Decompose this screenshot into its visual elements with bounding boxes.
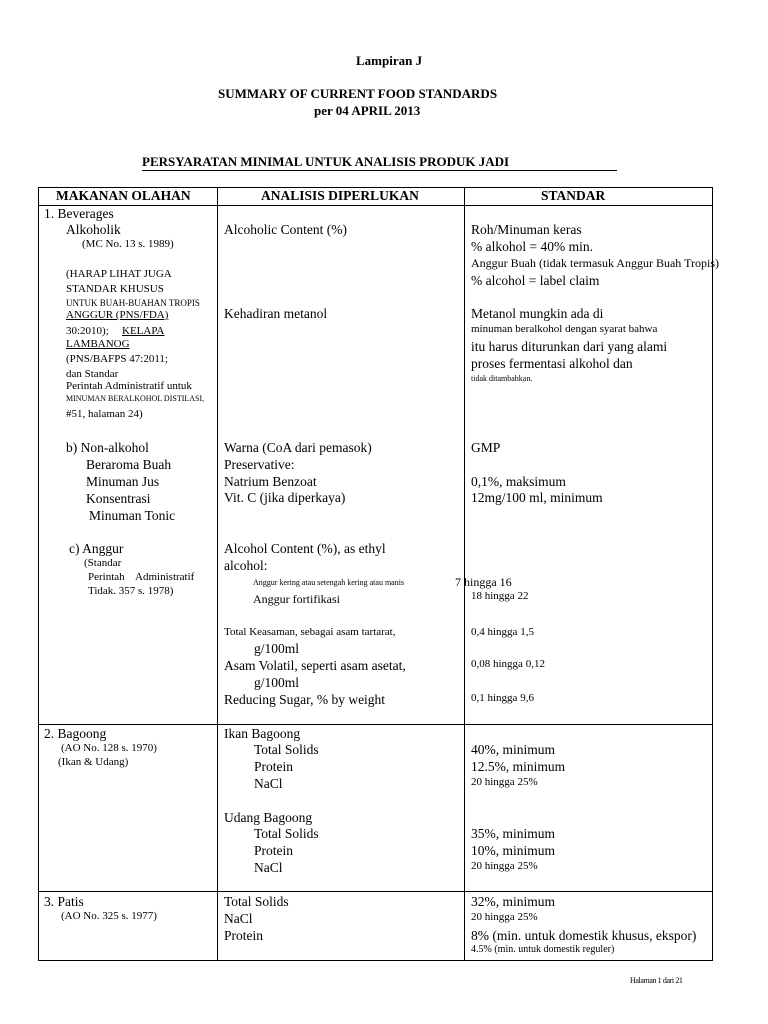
standard-item: 12mg/100 ml, minimum <box>471 490 603 505</box>
analysis-item: Anggur fortifikasi <box>253 592 340 606</box>
section-subtitle: PERSYARATAN MINIMAL UNTUK ANALISIS PRODUK JADI <box>142 154 617 171</box>
standard-item: % alkohol = 40% min. <box>471 239 593 254</box>
standard-item: % alcohol = label claim <box>471 273 600 288</box>
standard-item: itu harus diturunkan dari yang alami <box>471 339 668 354</box>
note-line: LAMBANOG <box>66 338 130 350</box>
standard-item: 32%, minimum <box>471 894 555 909</box>
standard-item: Roh/Minuman keras <box>471 222 582 237</box>
category-title: 3. Patis <box>44 894 84 909</box>
standard-item: 20 hingga 25% <box>471 911 538 923</box>
appendix-label: Lampiran J <box>356 53 423 68</box>
analysis-item: Total Keasaman, sebagai asam tartarat, <box>224 626 396 638</box>
column-header: STANDAR <box>541 188 606 203</box>
analysis-item: Protein <box>254 843 293 858</box>
reference-text: (MC No. 13 s. 1989) <box>82 238 174 250</box>
subcategory-label: Alkoholik <box>66 222 121 237</box>
standard-item: Metanol mungkin ada di <box>471 306 604 321</box>
table-border-bottom <box>38 960 713 961</box>
analysis-item: Asam Volatil, seperti asam asetat, <box>224 658 406 673</box>
standard-item: tidak ditambahkan. <box>471 374 533 383</box>
subcategory-label: b) Non-alkohol <box>66 440 149 455</box>
column-header: MAKANAN OLAHAN <box>56 188 191 203</box>
table-border-left <box>38 187 39 961</box>
note-line: 30:2010); <box>66 325 109 337</box>
standard-item: 20 hingga 25% <box>471 776 538 788</box>
analysis-item: g/100ml <box>254 641 300 656</box>
standard-item: 40%, minimum <box>471 742 555 757</box>
table-border-right <box>712 187 713 961</box>
table-col-divider <box>217 187 218 961</box>
analysis-item: Anggur kering atau setengah kering atau manis <box>253 578 405 587</box>
reference-text: Tidak. 357 s. 1978) <box>88 585 174 597</box>
note-line: KELAPA <box>122 325 165 337</box>
standard-item: 0,1 hingga 9,6 <box>471 692 534 704</box>
reference-text: (Standar <box>84 557 122 569</box>
analysis-item: Total Solids <box>254 826 319 841</box>
subcategory-label: c) Anggur <box>69 541 124 556</box>
analysis-item: Kehadiran metanol <box>224 306 328 321</box>
analysis-item: g/100ml <box>254 675 300 690</box>
standard-item: 12.5%, minimum <box>471 759 566 774</box>
analysis-item: Ikan Bagoong <box>224 726 301 741</box>
analysis-item: Preservative: <box>224 457 295 472</box>
note-line: (HARAP LIHAT JUGA <box>66 268 172 280</box>
standard-item: 4.5% (min. untuk domestik reguler) <box>471 944 615 955</box>
note-line: #51, halaman 24) <box>66 408 143 420</box>
standard-item: 18 hingga 22 <box>471 590 529 602</box>
analysis-item: Warna (CoA dari pemasok) <box>224 440 372 455</box>
product-item: Minuman Jus <box>86 474 160 489</box>
category-title: 1. Beverages <box>44 206 114 221</box>
standard-item: 10%, minimum <box>471 843 555 858</box>
reference-text: (AO No. 325 s. 1977) <box>61 910 157 922</box>
document-title: SUMMARY OF CURRENT FOOD STANDARDS <box>218 86 498 101</box>
note-line: (PNS/BAFPS 47:2011; <box>66 353 168 365</box>
table-row-divider <box>38 891 713 892</box>
column-header: ANALISIS DIPERLUKAN <box>261 188 419 203</box>
analysis-item: NaCl <box>224 911 253 926</box>
standard-item: 8% (min. untuk domestik khusus, ekspor) <box>471 928 697 943</box>
analysis-item: Natrium Benzoat <box>224 474 317 489</box>
standard-item: Anggur Buah (tidak termasuk Anggur Buah Tropis) <box>471 256 719 270</box>
analysis-item: NaCl <box>254 776 283 791</box>
note-line: dan Standar <box>66 368 119 380</box>
standard-item: 7 hingga 16 <box>455 575 512 589</box>
analysis-item: Alcohol Content (%), as ethyl <box>224 541 386 556</box>
document-date: per 04 APRIL 2013 <box>314 103 421 118</box>
note-line: MINUMAN BERALKOHOL DISTILASI, <box>66 394 205 403</box>
note-line: STANDAR KHUSUS <box>66 283 164 295</box>
table-row-divider <box>38 724 713 725</box>
standard-item: 0,4 hingga 1,5 <box>471 626 534 638</box>
table-col-divider <box>464 187 465 961</box>
standard-item: GMP <box>471 440 501 455</box>
product-item: Minuman Tonic <box>89 508 176 523</box>
reference-text: (AO No. 128 s. 1970) <box>61 742 157 754</box>
analysis-item: Protein <box>254 759 293 774</box>
standard-item: 0,08 hingga 0,12 <box>471 658 545 670</box>
note-line: Perintah Administratif untuk <box>66 380 192 392</box>
standard-item: 35%, minimum <box>471 826 555 841</box>
analysis-item: Vit. C (jika diperkaya) <box>224 490 346 505</box>
analysis-item: Udang Bagoong <box>224 810 313 825</box>
analysis-item: Total Solids <box>254 742 319 757</box>
analysis-item: Total Solids <box>224 894 289 909</box>
standard-item: minuman beralkohol dengan syarat bahwa <box>471 323 658 335</box>
analysis-item: Protein <box>224 928 263 943</box>
page-number: Halaman 1 dari 21 <box>630 976 683 985</box>
note-line: UNTUK BUAH-BUAHAN TROPIS <box>66 298 200 308</box>
note-line: ANGGUR (PNS/FDA) <box>66 309 169 321</box>
standard-item: proses fermentasi alkohol dan <box>471 356 633 371</box>
analysis-item: Alcoholic Content (%) <box>224 222 347 237</box>
reference-text: Perintah Administratif <box>88 571 195 583</box>
analysis-item: NaCl <box>254 860 283 875</box>
standard-item: 0,1%, maksimum <box>471 474 566 489</box>
product-item: Beraroma Buah <box>86 457 172 472</box>
table-header-divider <box>38 205 713 206</box>
reference-text: (Ikan & Udang) <box>58 756 129 768</box>
analysis-item: alcohol: <box>224 558 268 573</box>
product-item: Konsentrasi <box>86 491 151 506</box>
analysis-item: Reducing Sugar, % by weight <box>224 692 386 707</box>
category-title: 2. Bagoong <box>44 726 107 741</box>
standard-item: 20 hingga 25% <box>471 860 538 872</box>
